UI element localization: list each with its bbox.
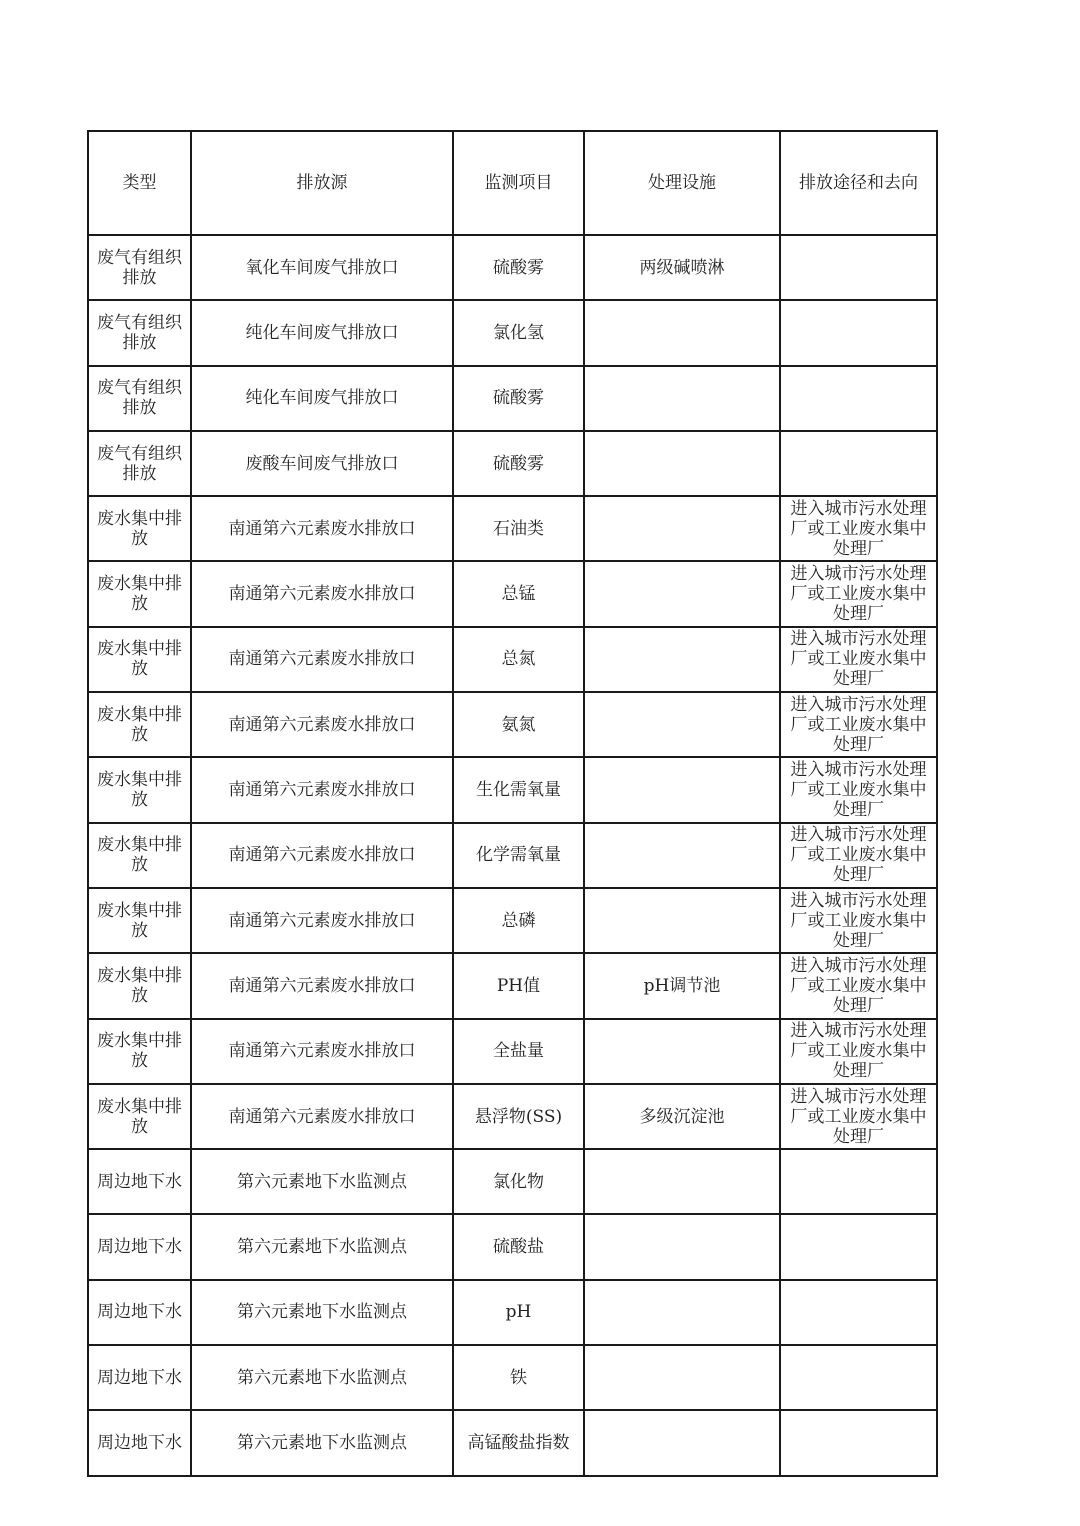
cell-facility — [584, 496, 780, 561]
cell-monitoring-item: 硫酸盐 — [453, 1214, 584, 1279]
cell-route — [780, 300, 937, 365]
cell-type: 周边地下水 — [88, 1280, 191, 1345]
cell-type: 废水集中排放 — [88, 953, 191, 1018]
cell-monitoring-item: 硫酸雾 — [453, 235, 584, 300]
cell-facility — [584, 1280, 780, 1345]
cell-monitoring-item: 生化需氧量 — [453, 757, 584, 822]
cell-facility — [584, 888, 780, 953]
cell-route — [780, 1410, 937, 1475]
cell-facility: 多级沉淀池 — [584, 1084, 780, 1149]
cell-source: 南通第六元素废水排放口 — [191, 561, 453, 626]
cell-monitoring-item: 总氮 — [453, 627, 584, 692]
cell-facility — [584, 431, 780, 496]
cell-monitoring-item: 化学需氧量 — [453, 823, 584, 888]
cell-route: 进入城市污水处理厂或工业废水集中处理厂 — [780, 823, 937, 888]
cell-monitoring-item: 氯化氢 — [453, 300, 584, 365]
cell-route — [780, 366, 937, 431]
table-row — [88, 1410, 937, 1475]
header-type: 类型 — [88, 131, 191, 235]
table-row — [88, 627, 937, 692]
cell-source: 第六元素地下水监测点 — [191, 1214, 453, 1279]
table-row — [88, 1019, 937, 1084]
cell-monitoring-item: PH值 — [453, 953, 584, 1018]
cell-facility — [584, 561, 780, 626]
cell-facility — [584, 1410, 780, 1475]
cell-monitoring-item: 总磷 — [453, 888, 584, 953]
cell-monitoring-item: 铁 — [453, 1345, 584, 1410]
monitoring-table — [87, 130, 938, 1477]
cell-source: 南通第六元素废水排放口 — [191, 692, 453, 757]
cell-source: 纯化车间废气排放口 — [191, 366, 453, 431]
cell-type: 废气有组织排放 — [88, 431, 191, 496]
cell-facility: 两级碱喷淋 — [584, 235, 780, 300]
cell-route — [780, 1149, 937, 1214]
table-row — [88, 953, 937, 1018]
cell-route: 进入城市污水处理厂或工业废水集中处理厂 — [780, 953, 937, 1018]
cell-source: 纯化车间废气排放口 — [191, 300, 453, 365]
cell-type: 废气有组织排放 — [88, 366, 191, 431]
cell-facility — [584, 366, 780, 431]
cell-monitoring-item: 硫酸雾 — [453, 366, 584, 431]
cell-monitoring-item: 氯化物 — [453, 1149, 584, 1214]
cell-type: 周边地下水 — [88, 1214, 191, 1279]
cell-route: 进入城市污水处理厂或工业废水集中处理厂 — [780, 1019, 937, 1084]
cell-route: 进入城市污水处理厂或工业废水集中处理厂 — [780, 888, 937, 953]
cell-type: 废水集中排放 — [88, 823, 191, 888]
cell-source: 氧化车间废气排放口 — [191, 235, 453, 300]
table-row — [88, 757, 937, 822]
cell-facility — [584, 1345, 780, 1410]
cell-type: 周边地下水 — [88, 1149, 191, 1214]
cell-type: 周边地下水 — [88, 1345, 191, 1410]
table-row — [88, 235, 937, 300]
table-row — [88, 888, 937, 953]
cell-facility — [584, 823, 780, 888]
cell-type: 废气有组织排放 — [88, 235, 191, 300]
table-row — [88, 1280, 937, 1345]
cell-route — [780, 1280, 937, 1345]
cell-source: 南通第六元素废水排放口 — [191, 496, 453, 561]
cell-type: 废水集中排放 — [88, 1019, 191, 1084]
cell-facility — [584, 300, 780, 365]
header-source: 排放源 — [191, 131, 453, 235]
header-item: 监测项目 — [453, 131, 584, 235]
cell-type: 废水集中排放 — [88, 757, 191, 822]
cell-source: 第六元素地下水监测点 — [191, 1410, 453, 1475]
cell-monitoring-item: 悬浮物(SS) — [453, 1084, 584, 1149]
table-row — [88, 366, 937, 431]
cell-source: 第六元素地下水监测点 — [191, 1280, 453, 1345]
cell-monitoring-item: 硫酸雾 — [453, 431, 584, 496]
cell-route: 进入城市污水处理厂或工业废水集中处理厂 — [780, 757, 937, 822]
cell-source: 南通第六元素废水排放口 — [191, 823, 453, 888]
cell-route — [780, 1345, 937, 1410]
cell-monitoring-item: 石油类 — [453, 496, 584, 561]
table-row — [88, 1345, 937, 1410]
cell-route — [780, 1214, 937, 1279]
cell-type: 废水集中排放 — [88, 627, 191, 692]
table-row — [88, 1084, 937, 1149]
cell-route: 进入城市污水处理厂或工业废水集中处理厂 — [780, 1084, 937, 1149]
table-body — [88, 235, 937, 1476]
cell-monitoring-item: 氨氮 — [453, 692, 584, 757]
cell-monitoring-item: 全盐量 — [453, 1019, 584, 1084]
cell-source: 南通第六元素废水排放口 — [191, 627, 453, 692]
cell-source: 第六元素地下水监测点 — [191, 1345, 453, 1410]
cell-route: 进入城市污水处理厂或工业废水集中处理厂 — [780, 561, 937, 626]
cell-monitoring-item: pH — [453, 1280, 584, 1345]
table-header-row — [88, 131, 937, 235]
table-row — [88, 823, 937, 888]
cell-facility — [584, 692, 780, 757]
cell-source: 南通第六元素废水排放口 — [191, 757, 453, 822]
header-route: 排放途径和去向 — [780, 131, 937, 235]
cell-facility — [584, 1214, 780, 1279]
table-row — [88, 692, 937, 757]
cell-type: 废水集中排放 — [88, 561, 191, 626]
cell-type: 废气有组织排放 — [88, 300, 191, 365]
cell-route — [780, 431, 937, 496]
cell-source: 南通第六元素废水排放口 — [191, 888, 453, 953]
cell-facility: pH调节池 — [584, 953, 780, 1018]
cell-type: 废水集中排放 — [88, 888, 191, 953]
table-row — [88, 1149, 937, 1214]
cell-type: 废水集中排放 — [88, 1084, 191, 1149]
cell-monitoring-item: 总锰 — [453, 561, 584, 626]
cell-facility — [584, 1019, 780, 1084]
cell-type: 周边地下水 — [88, 1410, 191, 1475]
cell-source: 南通第六元素废水排放口 — [191, 953, 453, 1018]
header-facility: 处理设施 — [584, 131, 780, 235]
table-row — [88, 300, 937, 365]
cell-route: 进入城市污水处理厂或工业废水集中处理厂 — [780, 627, 937, 692]
cell-type: 废水集中排放 — [88, 692, 191, 757]
cell-source: 南通第六元素废水排放口 — [191, 1019, 453, 1084]
cell-facility — [584, 1149, 780, 1214]
cell-source: 南通第六元素废水排放口 — [191, 1084, 453, 1149]
table-row — [88, 1214, 937, 1279]
cell-source: 废酸车间废气排放口 — [191, 431, 453, 496]
cell-route: 进入城市污水处理厂或工业废水集中处理厂 — [780, 496, 937, 561]
table-row — [88, 561, 937, 626]
table-row — [88, 496, 937, 561]
cell-route: 进入城市污水处理厂或工业废水集中处理厂 — [780, 692, 937, 757]
cell-facility — [584, 627, 780, 692]
cell-monitoring-item: 高锰酸盐指数 — [453, 1410, 584, 1475]
table-row — [88, 431, 937, 496]
cell-source: 第六元素地下水监测点 — [191, 1149, 453, 1214]
cell-route — [780, 235, 937, 300]
cell-facility — [584, 757, 780, 822]
cell-type: 废水集中排放 — [88, 496, 191, 561]
